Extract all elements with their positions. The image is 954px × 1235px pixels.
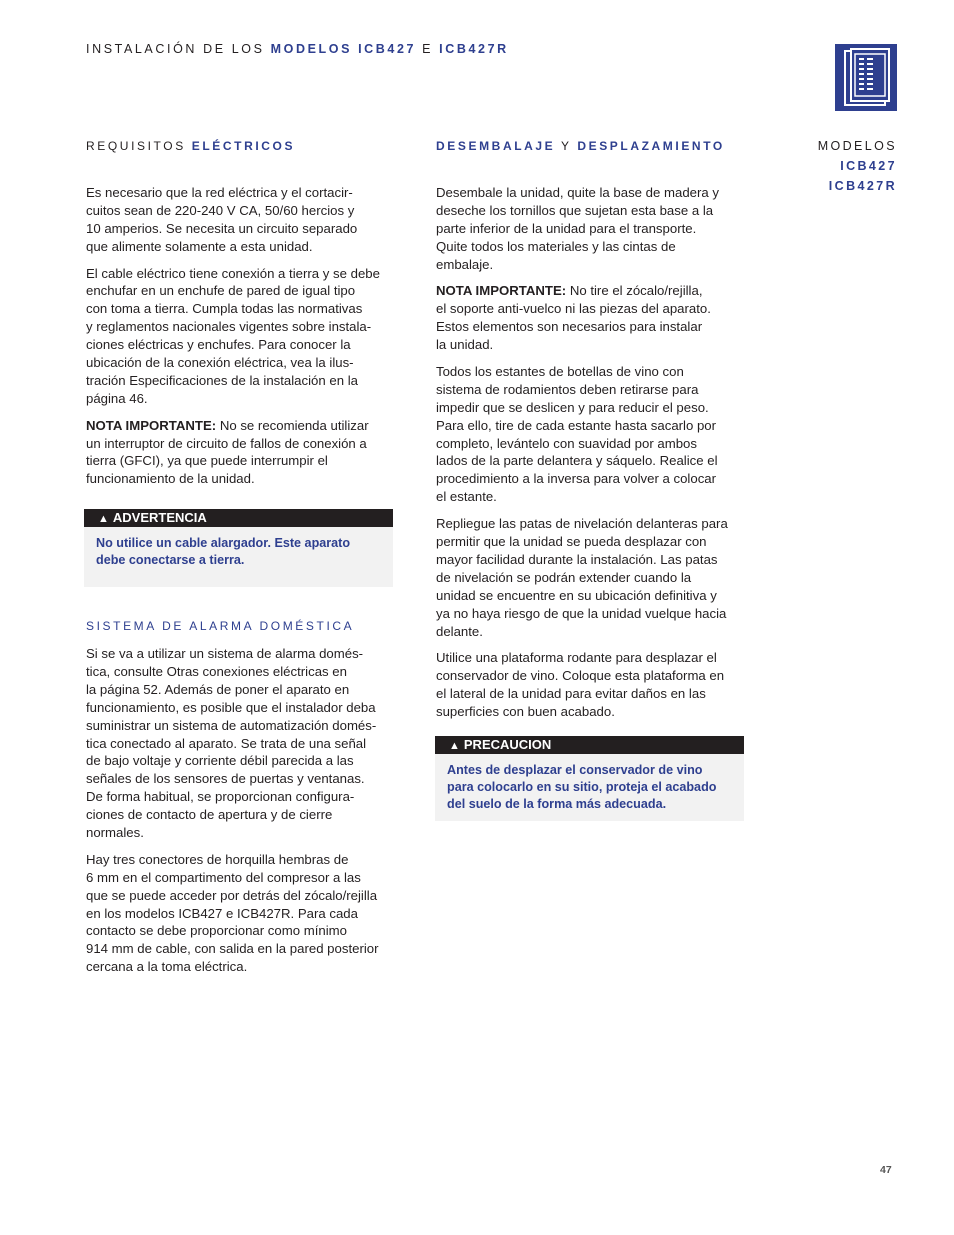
section-heading-electrical (86, 139, 295, 153)
sidebar-models (818, 136, 897, 196)
caution-text: Antes de desplazar el conservador de vino para colocarlo en su sitio, proteja el acabado del suelo de la forma más adecuada. (447, 763, 717, 811)
paragraph: Todos los estantes de botellas de vino con sistema de rodamientos deben retirarse para impedir que se deslicen y para reducir el peso. Para ello, tire de cada estante hasta sacarlo por completo, levántelo con suavidad por ambos lados de la parte delantera y sáquelo. Realice el procedimiento a la inversa para volver a colocar el estante. (436, 363, 718, 505)
heading-b: DESPLAZAMIENTO (577, 139, 725, 153)
caution-box (435, 736, 744, 821)
unpacking-body (436, 184, 766, 730)
warning-text: No utilice un cable alargador. Este aparato debe conectarse a tierra. (96, 536, 351, 567)
heading-bold: ELÉCTRICOS (191, 139, 296, 153)
electrical-body (86, 184, 416, 497)
warning-title: ADVERTENCIA (112, 510, 207, 525)
sidebar-model1: ICB427 (840, 159, 897, 173)
page-number: 47 (880, 1164, 892, 1176)
section-heading-alarm: SISTEMA DE ALARMA DOMÉSTICA (86, 619, 355, 633)
header-models: MODELOS ICB427 (270, 42, 417, 56)
paragraph: Desembale la unidad, quite la base de madera y deseche los tornillos que sujetan esta base a la parte inferior de la unidad para el transporte. Quite todos los materiales y las cintas de embalaje. (436, 185, 719, 272)
caution-bar (435, 736, 744, 754)
sidebar-label: MODELOS (817, 139, 897, 153)
paragraph: El cable eléctrico tiene conexión a tierra y se debe enchufar en un enchufe de pared de igual tipo con toma a tierra. Cumpla todas las normativas y reglamentos nacionales vigentes sobre instala- ciones eléctricas y enchufes. Para conocer la ubicación de la conexión eléctrica, vea la ilus- tración Especificaciones de la instalación en la página 46. (86, 265, 380, 406)
paragraph: Hay tres conectores de horquilla hembras de 6 mm en el compartimento del compresor a las que se puede acceder por detrás del zócalo/rejilla en los modelos ICB427 e ICB427R. Para cada contacto se debe proporcionar como mínimo 914 mm de cable, con salida en la pared posterior cercana a la toma eléctrica. (86, 851, 379, 975)
caution-title: PRECAUCION (463, 737, 552, 752)
heading-plain: REQUISITOS (86, 139, 186, 153)
warning-triangle-icon: ▲ (449, 740, 460, 752)
paragraph: Si se va a utilizar un sistema de alarma domés- tica, consulte Otras conexiones eléctricas en la página 52. Además de poner el aparato en funcionamiento, es posible que el instalador deba suministrar un sistema de automatización domés- tica conectado al aparato. Se trata de una señal de bajo voltaje y corriente débil parecida a las señales de los sensores de puertas y ventanas. De forma habitual, se proporcionan configura- ciones de contacto de apertura y de cierre normales. (86, 646, 377, 841)
paragraph: Es necesario que la red eléctrica y el cortacir- cuitos sean de 220-240 V CA, 50/60 hercios y 10 amperios. Se necesita un circuito separado que alimente solamente a esta unidad. (86, 185, 358, 254)
sidebar-model2: ICB427R (828, 179, 897, 193)
header-conj: E (422, 42, 434, 56)
paragraph: Repliegue las patas de nivelación delanteras para permitir que la unidad se pueda desplazar con mayor facilidad durante la instalación. Las patas de nivelación se podrán extender cuando la unidad se encuentre en su ubicación definitiva y ya no haya riesgo de que la unidad vuelque hacia delante. (436, 516, 728, 639)
note-label: NOTA IMPORTANTE: (86, 417, 217, 433)
section-heading-unpacking (436, 139, 725, 153)
note-label: NOTA IMPORTANTE: (436, 283, 567, 299)
important-note: NOTA IMPORTANTE: No tire el zócalo/rejilla, el soporte anti-vuelco ni las piezas del aparato. Estos elementos son necesarios para instalar la unidad. (436, 283, 711, 353)
header-prefix: INSTALACIÓN DE LOS (86, 42, 265, 56)
alarm-body (86, 645, 416, 985)
important-note: NOTA IMPORTANTE: No se recomienda utilizar un interruptor de circuito de fallos de conexión a tierra (GFCI), ya que puede interrumpir el funcionamiento de la unidad. (86, 417, 369, 487)
warning-bar (84, 509, 393, 527)
heading-conj: Y (561, 139, 572, 153)
header-model2: ICB427R (439, 42, 509, 56)
paragraph: Utilice una plataforma rodante para desplazar el conservador de vino. Coloque esta plataforma en el lateral de la unidad para evitar daños en las superficies con buen acabado. (436, 650, 725, 720)
heading-a: DESEMBALAJE (436, 139, 556, 153)
running-header (86, 42, 509, 56)
wine-cabinet-icon (835, 44, 897, 111)
warning-box (84, 509, 393, 587)
warning-triangle-icon: ▲ (98, 513, 109, 525)
